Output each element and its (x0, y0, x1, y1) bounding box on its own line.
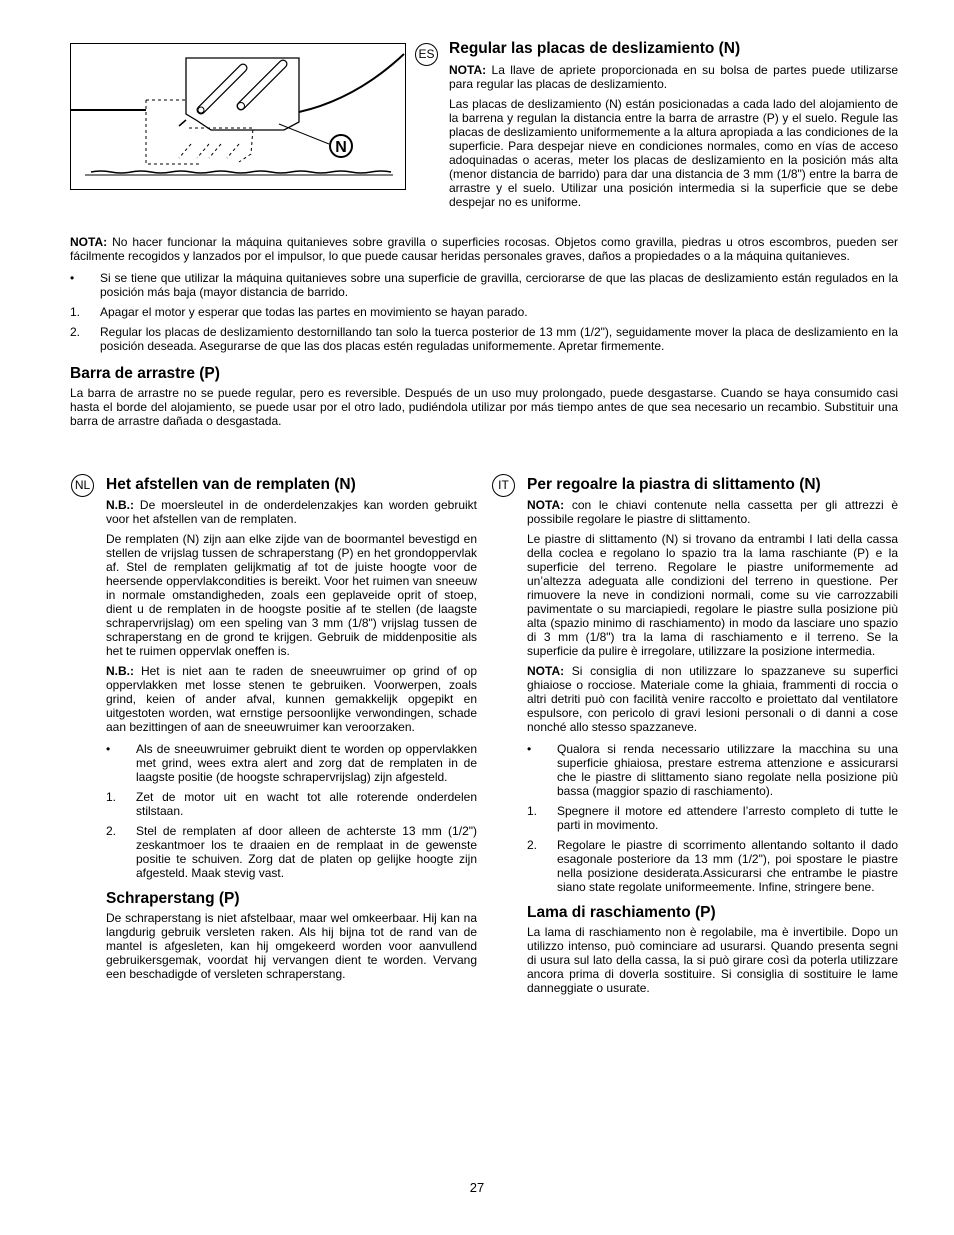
es-step2: 2. Regular los placas de deslizamiento destornillando tan solo la tuerca posterior de 13 mm (1/2"), seguidamente mover la placa de deslizamiento en la posición deseada. Asegurarse de que las dos placas estén reguladas uniformemente. Apretar firmemente. (70, 325, 898, 353)
es-note2: NOTA: No hacer funcionar la máquina quitanieves sobre gravilla o superficies rocosas. Objetos como gravilla, piedras u otros escombros, pueden ser fácilmente recogidos y lanzados por el impulsor, lo que puede causar heridas personales graves, daños a propiedades o a la máquina quitanieves. (70, 235, 898, 263)
page-number: 27 (469, 1180, 485, 1195)
language-badge-it: IT (492, 474, 515, 497)
nl-heading2: Schraperstang (P) (106, 890, 240, 907)
it-para2: La lama di raschiamento non è regolabile, ma è invertibile. Dopo un utilizzo intenso, può cominciare ad usurarsi. Quando presenta segni di usura sul lato della cassa, la si può girare così da poterla utilizzare ancora prima di doverla sostituire. Si consiglia di sostituire le lame danneggiate o usurate. (527, 925, 898, 995)
nl-para2: De schraperstang is niet afstelbaar, maar wel omkeerbaar. Hij kan na langdurig gebruik versleten raken. Als hij bijna tot de rand van de mantel is afgesleten, kan hij omgekeerd worden voor aanvullend gebruikersgemak, voordat hij vervangen dient te worden. Vervang een beschadigde of versleten schraperstang. (106, 911, 477, 981)
figure-skid-plate-diagram (70, 43, 406, 190)
nl-para1: De remplaten (N) zijn aan elke zijde van de boormantel bevestigd en stellen de vrijslag tussen de schraperstang (P) en het grondoppervlak af. Stel de remplaten gelijkmatig af tot de juiste hoogte voor de heersende oppervlakcondities is bereikt. Voor het ruimen van sneeuw in normale omstandigheden, zoals een geplaveide oprit of stoep, dient u de remplaten in de hoogste positie af te stellen (de laagste schrapervrijslag) om een speling van 3 mm (1/8") vrijslag tussen de schraperstang en de grond te krijgen. Gebruik de middenpositie als het te ruimen oppervlak oneffen is. (106, 532, 477, 658)
es-full-section (70, 235, 898, 428)
es-step1: 1. Apagar el motor y esperar que todas las partes en movimiento se hayan parado. (70, 305, 528, 319)
nl-section (106, 476, 477, 981)
nl-note1: N.B.: De moersleutel in de onderdelenzakjes kan worden gebruikt voor het afstellen van de remplaten. (106, 498, 477, 526)
language-badge-es: ES (415, 43, 438, 66)
skid-plate-illustration (71, 44, 405, 189)
nl-step2: 2. Stel de remplaten af door alleen de achterste 13 mm (1/2") zeskantmoer los te draaien en de remplaat in de gewenste positie te schuiven. Zorg dat de platen op gelijke hoogte zijn afgesteld. Maak stevig vast. (106, 824, 477, 880)
es-para1: Las placas de deslizamiento (N) están posicionadas a cada lado del alojamiento de la barrena y regulan la distancia entre la barra de arrastre (P) y el suelo. Regule las placas de deslizamiento uniformemente a la altura apropiada a las condiciones de la superficie. Para despejar nieve en condiciones normales, como en vías de acceso adoquinadas o aceras, meter los placas de deslizamiento en la posición más alta (menor distancia de barrido) para dar una distancia de 3 mm (1/8") entre la barra de arrastre y el suelo. Utilizar una posición intermedia si la superficie que se debe despejar no es uniforme. (449, 97, 898, 209)
es-skid-section (449, 40, 898, 209)
it-note2: NOTA: Si consiglia di non utilizzare lo spazzaneve su superfici ghiaiose o rocciose. Materiale come la ghiaia, frammenti di roccia o altri detriti può con facilità venire raccolto e proiettato dal ventilatore espulsore, con pericolo di gravi lesioni personali o di danni a cose nonché allo stesso spazzaneve. (527, 664, 898, 734)
it-note1: NOTA: con le chiavi contenute nella cassetta per gli attrezzi è possibile regolare le piastre di slittamento. (527, 498, 898, 526)
nl-bullet: • Als de sneeuwruimer gebruikt dient te worden op oppervlakken met grind, wees extra alert and zorg dat de remplaten in de laagste positie (de hoogste schrapervrijslag) zijn afgesteld. (106, 742, 477, 784)
nl-heading: Het afstellen van de remplaten (N) (106, 476, 356, 493)
nl-note2: N.B.: Het is niet aan te raden de sneeuwruimer op grind of op oppervlakken met losse stenen te gebruiken. Voorwerpen, zoals grind, keien of ander afval, kunnen gemakkelijk opgepikt en uitgestoten worden, wat ernstige persoonlijke verwondingen, schade aan bezittingen of aan de sneeuwruimer kan veroorzaken. (106, 664, 477, 734)
it-heading2: Lama di raschiamento (P) (527, 904, 716, 921)
it-step1: 1. Spegnere il motore ed attendere l’arresto completo di tutte le parti in movimento. (527, 804, 898, 832)
es-heading2: Barra de arrastre (P) (70, 365, 220, 382)
es-bullet: • Si se tiene que utilizar la máquina quitanieves sobre una superficie de gravilla, cerciorarse de que las placas de deslizamiento están regulados en la posición más baja (mayor distancia de barrido. (70, 271, 898, 299)
language-badge-nl: NL (71, 474, 94, 497)
it-heading: Per regoalre la piastra di slittamento (N) (527, 476, 821, 493)
it-para1: Le piastre di slittamento (N) si trovano da entrambi I lati della cassa della coclea e regolano lo spazio tra la lama raschiante (P) e la superficie del terreno. Regolare le piastre uniformemente ad un’altezza adeguata alle condizioni del terreno in questione. Per rimuovere la neve in condizioni normali, come su vie carrozzabili pavimentate o su marciapiedi, regolare le piastre sulla posizione più alta (spazio minimo di raschiamento) in modo da lasciare uno spazio di 3 mm (1/8") tra la lama di raschiamento e il terreno. Se la superficie da pulire è irregolare, utilizzare la posizione intermedia. (527, 532, 898, 658)
es-para2: La barra de arrastre no se puede regular, pero es reversible. Después de un uso muy prolongado, puede desgastarse. Cuando se haya consumido casi hasta el borde del alojamiento, se puede usar por el otro lado, pudiéndola utilizar por más tiempo antes de que sea necesario un recambio. Substituir una barra de arrastre dañada o desgastada. (70, 386, 898, 428)
callout-label-n: N (335, 139, 347, 156)
nl-step1: 1. Zet de motor uit en wacht tot alle roterende onderdelen stilstaan. (106, 790, 477, 818)
it-bullet: • Qualora si renda necessario utilizzare la macchina su una superficie ghiaiosa, prestare estrema attenzione e assicurarsi che le piastre di slittamento siano regolate nella posizione più bassa (maggior spazio di raschiamento). (527, 742, 898, 798)
es-heading: Regular las placas de deslizamiento (N) (449, 40, 741, 57)
it-step2: 2. Regolare le piastre di scorrimento allentando soltanto il dado esagonale posteriore da 13 mm (1/2"), poi spostare le piastre nella posizione desiderata.Assicurarsi che entrambe le piastre siano state regolate uniformeemente. Infine, stringere bene. (527, 838, 898, 894)
it-section (527, 476, 898, 995)
es-note1: NOTA: La llave de apriete proporcionada en su bolsa de partes puede utilizarse para regular las placas de deslizamiento. (449, 63, 898, 91)
